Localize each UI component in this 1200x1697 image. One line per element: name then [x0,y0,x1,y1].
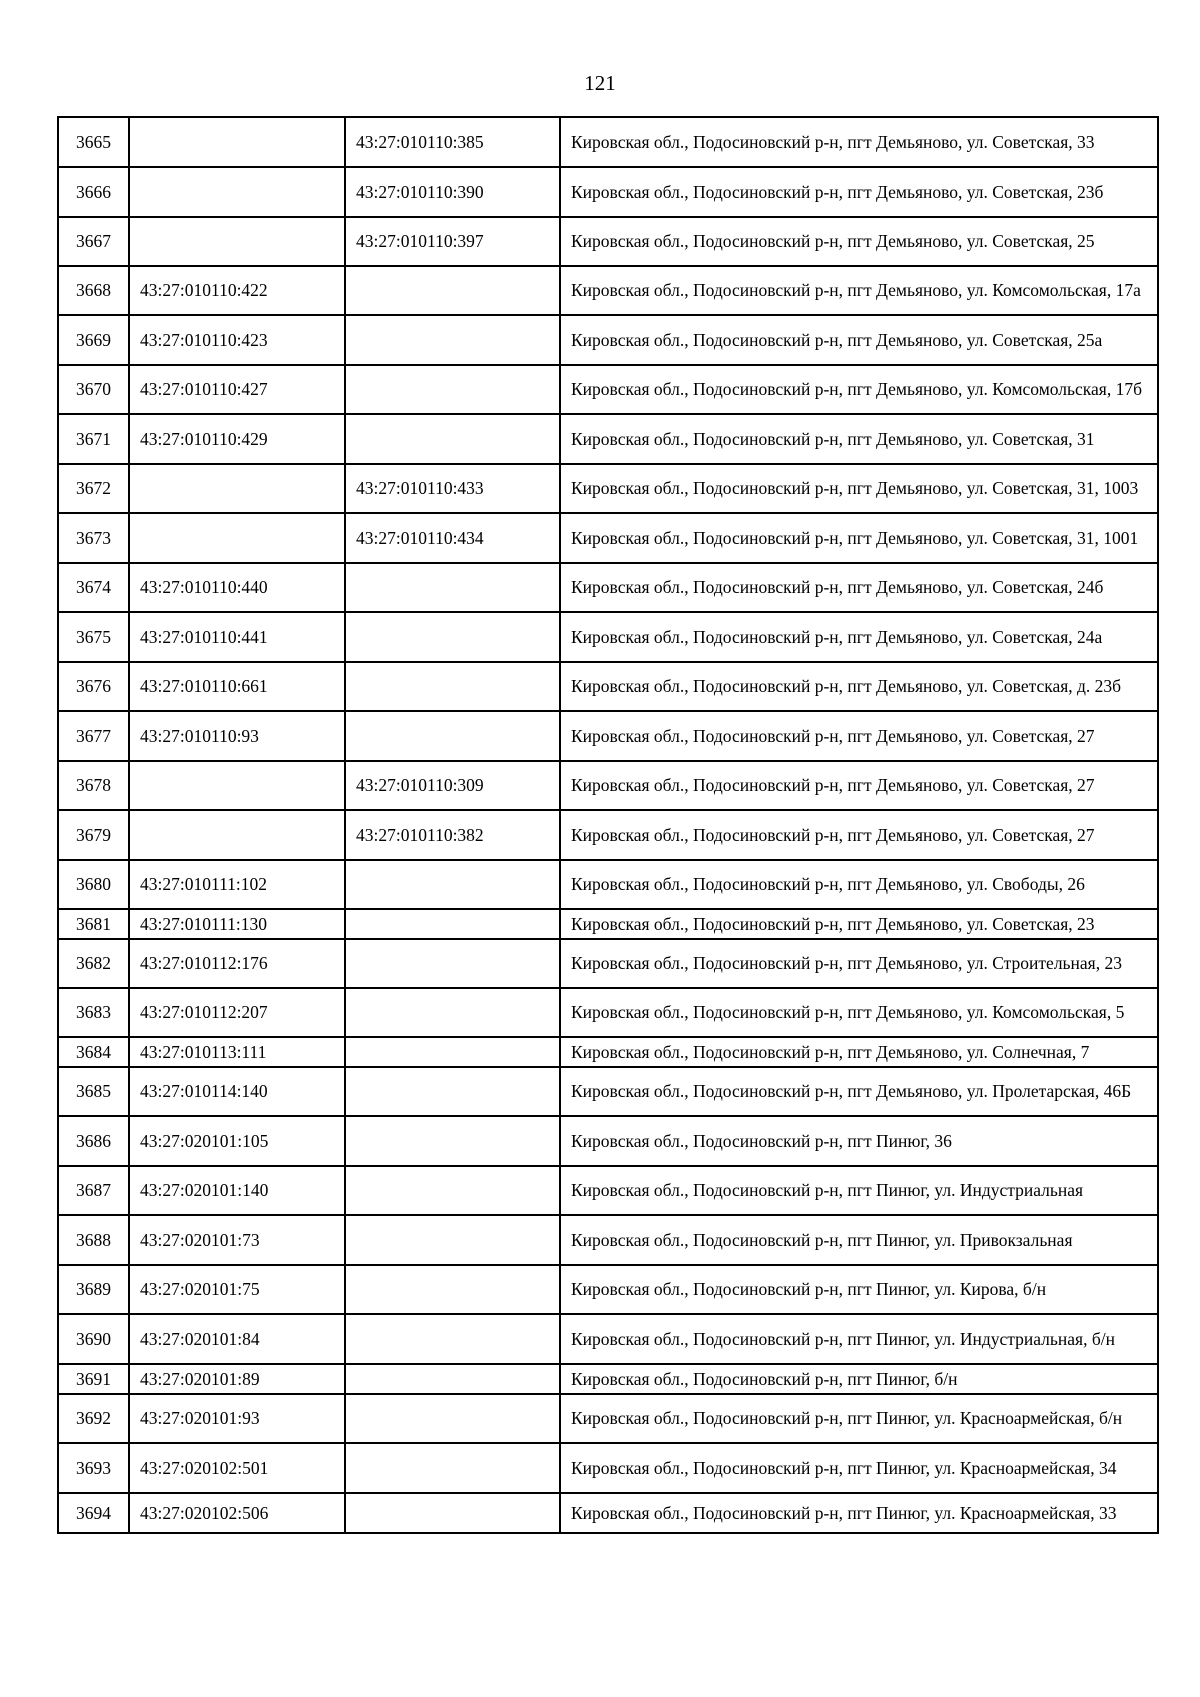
cell-address: Кировская обл., Подосиновский р-н, пгт Пинюг, ул. Индустриальная, б/н [560,1314,1158,1364]
cell-cadastral-object: 43:27:010110:434 [345,513,560,563]
table-row [58,563,1158,612]
table-row [58,1116,1158,1166]
cell-address: Кировская обл., Подосиновский р-н, пгт Демьяново, ул. Комсомольская, 5 [560,988,1158,1037]
cell-cadastral-object [345,860,560,909]
cell-cadastral-object [345,365,560,414]
cell-number: 3673 [58,513,129,563]
cell-number: 3685 [58,1067,129,1116]
table-row [58,1265,1158,1314]
cell-address: Кировская обл., Подосиновский р-н, пгт Демьяново, ул. Советская, 24а [560,612,1158,662]
cell-number: 3677 [58,711,129,761]
cell-cadastral-object: 43:27:010110:309 [345,761,560,810]
cell-cadastral-object [345,266,560,315]
cell-cadastral-object: 43:27:010110:385 [345,117,560,167]
table-row [58,217,1158,266]
cell-cadastral-parcel: 43:27:010111:102 [129,860,345,909]
cell-cadastral-object [345,711,560,761]
cell-cadastral-parcel: 43:27:010110:661 [129,662,345,711]
cell-number: 3686 [58,1116,129,1166]
cell-cadastral-parcel [129,464,345,513]
cell-cadastral-parcel: 43:27:020101:89 [129,1364,345,1394]
cell-cadastral-parcel [129,513,345,563]
table-row [58,939,1158,988]
cell-number: 3675 [58,612,129,662]
cell-cadastral-object: 43:27:010110:382 [345,810,560,860]
cell-number: 3694 [58,1493,129,1533]
cell-address: Кировская обл., Подосиновский р-н, пгт Демьяново, ул. Солнечная, 7 [560,1037,1158,1067]
cell-cadastral-parcel: 43:27:010110:440 [129,563,345,612]
cell-number: 3681 [58,909,129,939]
cell-address: Кировская обл., Подосиновский р-н, пгт Демьяново, ул. Советская, 27 [560,761,1158,810]
registry-table-body [58,117,1158,1533]
cell-cadastral-parcel: 43:27:010111:130 [129,909,345,939]
table-row [58,1314,1158,1364]
table-row [58,414,1158,464]
cell-cadastral-object [345,1314,560,1364]
cell-cadastral-parcel: 43:27:010110:427 [129,365,345,414]
cell-number: 3670 [58,365,129,414]
cell-address: Кировская обл., Подосиновский р-н, пгт Демьяново, ул. Советская, 31 [560,414,1158,464]
cell-address: Кировская обл., Подосиновский р-н, пгт Демьяново, ул. Советская, 31, 1001 [560,513,1158,563]
cell-cadastral-object: 43:27:010110:397 [345,217,560,266]
cell-number: 3687 [58,1166,129,1215]
cell-number: 3683 [58,988,129,1037]
cell-number: 3684 [58,1037,129,1067]
cell-number: 3674 [58,563,129,612]
table-row [58,1037,1158,1067]
table-row [58,612,1158,662]
cell-address: Кировская обл., Подосиновский р-н, пгт Демьяново, ул. Советская, 24б [560,563,1158,612]
cell-address: Кировская обл., Подосиновский р-н, пгт Демьяново, ул. Советская, 23б [560,167,1158,217]
cell-cadastral-parcel [129,117,345,167]
cell-cadastral-object [345,909,560,939]
page-number: 121 [584,71,616,95]
table-row [58,860,1158,909]
cell-address: Кировская обл., Подосиновский р-н, пгт Демьяново, ул. Советская, 31, 1003 [560,464,1158,513]
table-row [58,1215,1158,1265]
cell-cadastral-object [345,1116,560,1166]
cell-cadastral-parcel [129,167,345,217]
cell-number: 3690 [58,1314,129,1364]
cell-cadastral-parcel: 43:27:020101:93 [129,1394,345,1443]
cell-cadastral-object [345,414,560,464]
cell-address: Кировская обл., Подосиновский р-н, пгт Демьяново, ул. Строительная, 23 [560,939,1158,988]
cell-cadastral-parcel: 43:27:020102:501 [129,1443,345,1493]
table-row [58,365,1158,414]
cell-address: Кировская обл., Подосиновский р-н, пгт Демьяново, ул. Советская, 25а [560,315,1158,365]
cell-address: Кировская обл., Подосиновский р-н, пгт Пинюг, ул. Индустриальная [560,1166,1158,1215]
cell-cadastral-object: 43:27:010110:433 [345,464,560,513]
table-row [58,266,1158,315]
table-row [58,1364,1158,1394]
table-row [58,909,1158,939]
cell-number: 3672 [58,464,129,513]
cell-cadastral-parcel: 43:27:020101:105 [129,1116,345,1166]
table-row [58,711,1158,761]
cell-cadastral-parcel: 43:27:010112:176 [129,939,345,988]
cell-address: Кировская обл., Подосиновский р-н, пгт Пинюг, ул. Привокзальная [560,1215,1158,1265]
table-row [58,662,1158,711]
cell-number: 3688 [58,1215,129,1265]
cell-number: 3692 [58,1394,129,1443]
table-row [58,1493,1158,1533]
cell-cadastral-object [345,1265,560,1314]
cell-cadastral-parcel: 43:27:010113:111 [129,1037,345,1067]
cell-cadastral-parcel: 43:27:020101:84 [129,1314,345,1364]
cell-number: 3679 [58,810,129,860]
cell-number: 3665 [58,117,129,167]
cell-number: 3691 [58,1364,129,1394]
cell-number: 3669 [58,315,129,365]
cell-number: 3666 [58,167,129,217]
cell-cadastral-parcel: 43:27:020102:506 [129,1493,345,1533]
cell-cadastral-object [345,1067,560,1116]
cell-cadastral-parcel: 43:27:010110:93 [129,711,345,761]
cell-cadastral-object [345,662,560,711]
table-row [58,1394,1158,1443]
cell-cadastral-object [345,1443,560,1493]
cell-number: 3676 [58,662,129,711]
cell-address: Кировская обл., Подосиновский р-н, пгт Демьяново, ул. Советская, 33 [560,117,1158,167]
cell-number: 3667 [58,217,129,266]
cell-address: Кировская обл., Подосиновский р-н, пгт Демьяново, ул. Пролетарская, 46Б [560,1067,1158,1116]
cell-cadastral-parcel [129,810,345,860]
cell-cadastral-object [345,1037,560,1067]
cell-cadastral-object: 43:27:010110:390 [345,167,560,217]
cell-number: 3671 [58,414,129,464]
cell-address: Кировская обл., Подосиновский р-н, пгт Демьяново, ул. Советская, 27 [560,711,1158,761]
cell-cadastral-object [345,1215,560,1265]
cell-cadastral-object [345,1364,560,1394]
cell-cadastral-object [345,315,560,365]
cell-address: Кировская обл., Подосиновский р-н, пгт Демьяново, ул. Советская, 25 [560,217,1158,266]
table-row [58,513,1158,563]
table-row [58,167,1158,217]
cell-cadastral-parcel: 43:27:010110:423 [129,315,345,365]
cell-address: Кировская обл., Подосиновский р-н, пгт Демьяново, ул. Свободы, 26 [560,860,1158,909]
cell-cadastral-parcel [129,761,345,810]
cell-address: Кировская обл., Подосиновский р-н, пгт Пинюг, 36 [560,1116,1158,1166]
cell-cadastral-object [345,939,560,988]
cell-cadastral-parcel [129,217,345,266]
table-row [58,810,1158,860]
cell-cadastral-parcel: 43:27:010112:207 [129,988,345,1037]
table-row [58,1166,1158,1215]
cell-cadastral-parcel: 43:27:010114:140 [129,1067,345,1116]
registry-table [57,116,1159,1534]
cell-number: 3682 [58,939,129,988]
cell-address: Кировская обл., Подосиновский р-н, пгт Пинюг, б/н [560,1364,1158,1394]
cell-cadastral-object [345,1166,560,1215]
table-row [58,117,1158,167]
table-row [58,988,1158,1037]
cell-cadastral-object [345,1394,560,1443]
cell-cadastral-parcel: 43:27:020101:73 [129,1215,345,1265]
cell-cadastral-parcel: 43:27:020101:75 [129,1265,345,1314]
cell-number: 3680 [58,860,129,909]
cell-address: Кировская обл., Подосиновский р-н, пгт Демьяново, ул. Советская, 23 [560,909,1158,939]
cell-address: Кировская обл., Подосиновский р-н, пгт Демьяново, ул. Советская, 27 [560,810,1158,860]
cell-address: Кировская обл., Подосиновский р-н, пгт Пинюг, ул. Красноармейская, б/н [560,1394,1158,1443]
cell-address: Кировская обл., Подосиновский р-н, пгт Пинюг, ул. Красноармейская, 34 [560,1443,1158,1493]
table-row [58,1443,1158,1493]
cell-cadastral-object [345,563,560,612]
table-row [58,1067,1158,1116]
cell-cadastral-object [345,612,560,662]
cell-address: Кировская обл., Подосиновский р-н, пгт Демьяново, ул. Советская, д. 23б [560,662,1158,711]
cell-address: Кировская обл., Подосиновский р-н, пгт Пинюг, ул. Красноармейская, 33 [560,1493,1158,1533]
table-row [58,315,1158,365]
cell-cadastral-object [345,1493,560,1533]
table-row [58,761,1158,810]
cell-cadastral-parcel: 43:27:010110:429 [129,414,345,464]
cell-address: Кировская обл., Подосиновский р-н, пгт Демьяново, ул. Комсомольская, 17а [560,266,1158,315]
cell-number: 3668 [58,266,129,315]
cell-cadastral-parcel: 43:27:010110:441 [129,612,345,662]
cell-number: 3689 [58,1265,129,1314]
table-row [58,464,1158,513]
cell-cadastral-object [345,988,560,1037]
cell-number: 3693 [58,1443,129,1493]
cell-cadastral-parcel: 43:27:020101:140 [129,1166,345,1215]
cell-address: Кировская обл., Подосиновский р-н, пгт Демьяново, ул. Комсомольская, 17б [560,365,1158,414]
cell-number: 3678 [58,761,129,810]
cell-address: Кировская обл., Подосиновский р-н, пгт Пинюг, ул. Кирова, б/н [560,1265,1158,1314]
cell-cadastral-parcel: 43:27:010110:422 [129,266,345,315]
